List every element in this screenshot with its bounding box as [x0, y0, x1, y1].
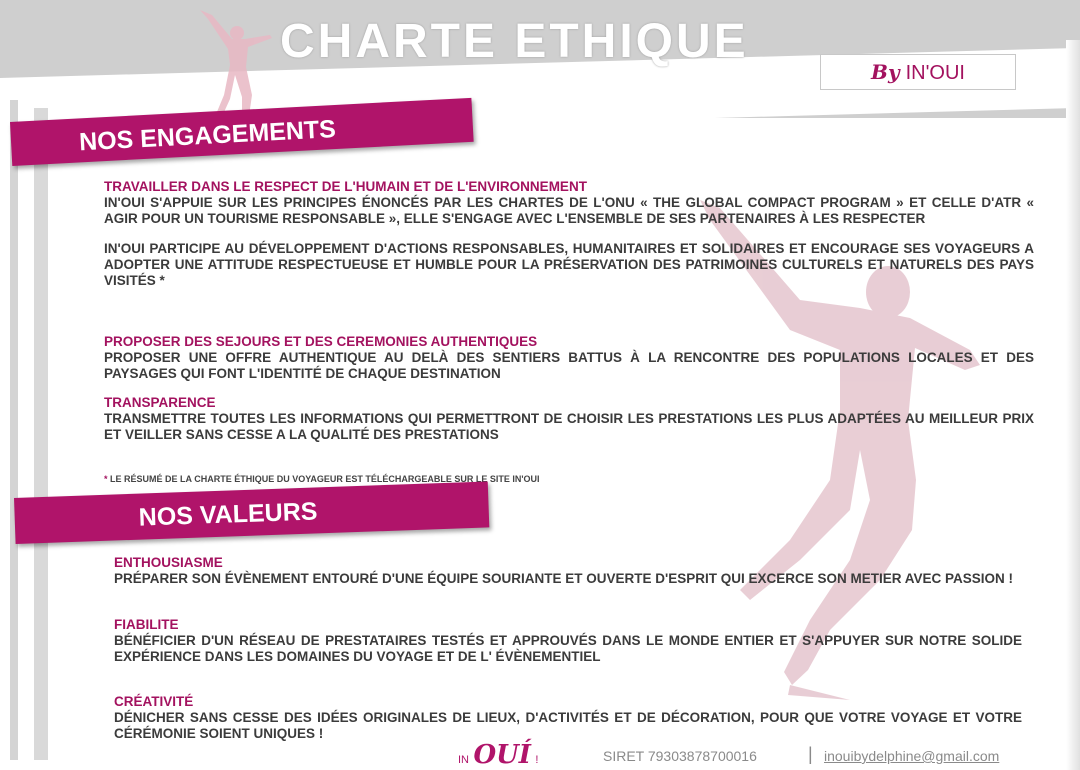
- footnote-star: *: [104, 474, 108, 484]
- brand-name: IN'OUI: [905, 62, 965, 84]
- footer-separator: |: [808, 744, 813, 764]
- engagement-heading: TRANSPARENCE: [104, 395, 216, 410]
- footer-logo-in: IN: [458, 754, 469, 766]
- engagement-text: PROPOSER UNE OFFRE AUTHENTIQUE AU DELÀ DES SENTIERS BATTUS À LA RENCONTRE DES POPULATIONS LOCALES ET DES PAYSAGES QUI FONT L'IDENTITÉ DE CHAQUE DESTINATION: [104, 350, 1034, 381]
- engagement-heading: PROPOSER DES SEJOURS ET DES CEREMONIES AUTHENTIQUES: [104, 334, 538, 349]
- valeur-section-3: [114, 694, 1022, 742]
- valeur-section-2: [114, 617, 1022, 665]
- valeurs-banner: [14, 481, 489, 544]
- valeur-section-1: [114, 555, 1022, 587]
- engagement-section-3: [104, 395, 1034, 443]
- engagement-section-2: [104, 334, 1034, 382]
- siret-number: SIRET 79303878700016: [603, 748, 757, 764]
- engagement-text: IN'OUI S'APPUIE SUR LES PRINCIPES ÉNONCÉS PAR LES CHARTES DE L'ONU « THE GLOBAL COMPACT PROGRAM » ET CELLE D'ATR « AGIR POUR UN TOURISME RESPONSABLE », ELLE S'ENGAGE AVEC L'ENSEMBLE DE SES PARTENAIRES À LES RESPECTER: [104, 195, 1034, 226]
- page-title: CHARTE ETHIQUE: [280, 15, 749, 68]
- valeur-heading: ENTHOUSIASME: [114, 555, 223, 570]
- valeurs-banner-label: NOS VALEURS: [138, 497, 318, 532]
- footer-logo: [458, 740, 538, 770]
- engagement-text: TRANSMETTRE TOUTES LES INFORMATIONS QUI PERMETTRONT DE CHOISIR LES PRESTATIONS LES PLUS ADAPTÉES AU MEILLEUR PRIX ET VEILLER SANS CESSE A LA QUALITÉ DES PRESTATIONS: [104, 411, 1034, 442]
- valeur-heading: FIABILITE: [114, 617, 179, 632]
- footnote-text: LE RÉSUMÉ DE LA CHARTE ÉTHIQUE DU VOYAGEUR EST TÉLÉCHARGEABLE SUR LE SITE IN'OUI: [110, 474, 540, 484]
- valeur-text: PRÉPARER SON ÉVÈNEMENT ENTOURÉ D'UNE ÉQUIPE SOURIANTE ET OUVERTE D'ESPRIT QUI EXCERCE SON METIER AVEC PASSION !: [114, 571, 1014, 586]
- email-link[interactable]: inouibydelphine@gmail.com: [824, 748, 1000, 764]
- engagement-heading: TRAVAILLER DANS LE RESPECT DE L'HUMAIN ET DE L'ENVIRONNEMENT: [104, 179, 587, 194]
- valeur-text: DÉNICHER SANS CESSE DES IDÉES ORIGINALES DE LIEUX, D'ACTIVITÉS ET DE DÉCORATION, POUR QUE VOTRE VOYAGE ET VOTRE CÉRÉMONIE SOIENT UNIQUES !: [114, 710, 1022, 741]
- engagements-banner-label: NOS ENGAGEMENTS: [78, 114, 337, 157]
- engagement-text: IN'OUI PARTICIPE AU DÉVELOPPEMENT D'ACTIONS RESPONSABLES, HUMANITAIRES ET SOLIDAIRES ET ENCOURAGE SES VOYAGEURS A ADOPTER UNE ATTITUDE RESPECTUEUSE ET HUMBLE POUR LA PRÉSERVATION DES PATRIMOINES CULTURELS ET NATURELS DES PAYS VISITÉS *: [104, 241, 1034, 288]
- engagement-section-1: [104, 179, 1034, 289]
- footer-logo-oui: OUÍ: [473, 740, 531, 770]
- footer-logo-excl: !: [535, 754, 539, 766]
- left-bar-inner: [34, 108, 48, 760]
- brand-by: By: [871, 60, 900, 84]
- left-bar: [10, 100, 18, 760]
- brand-badge: [820, 54, 1016, 90]
- page-edge-shadow: [1066, 40, 1080, 770]
- valeur-text: BÉNÉFICIER D'UN RÉSEAU DE PRESTATAIRES TESTÉS ET APPROUVÉS DANS LE MONDE ENTIER ET S'APPUYER SUR NOTRE SOLIDE EXPÉRIENCE DANS LES DOMAINES DU VOYAGE ET DE L' ÉVÈNEMENTIEL: [114, 633, 1022, 664]
- dancer-icon: [190, 5, 280, 125]
- valeur-heading: CRÉATIVITÉ: [114, 694, 194, 709]
